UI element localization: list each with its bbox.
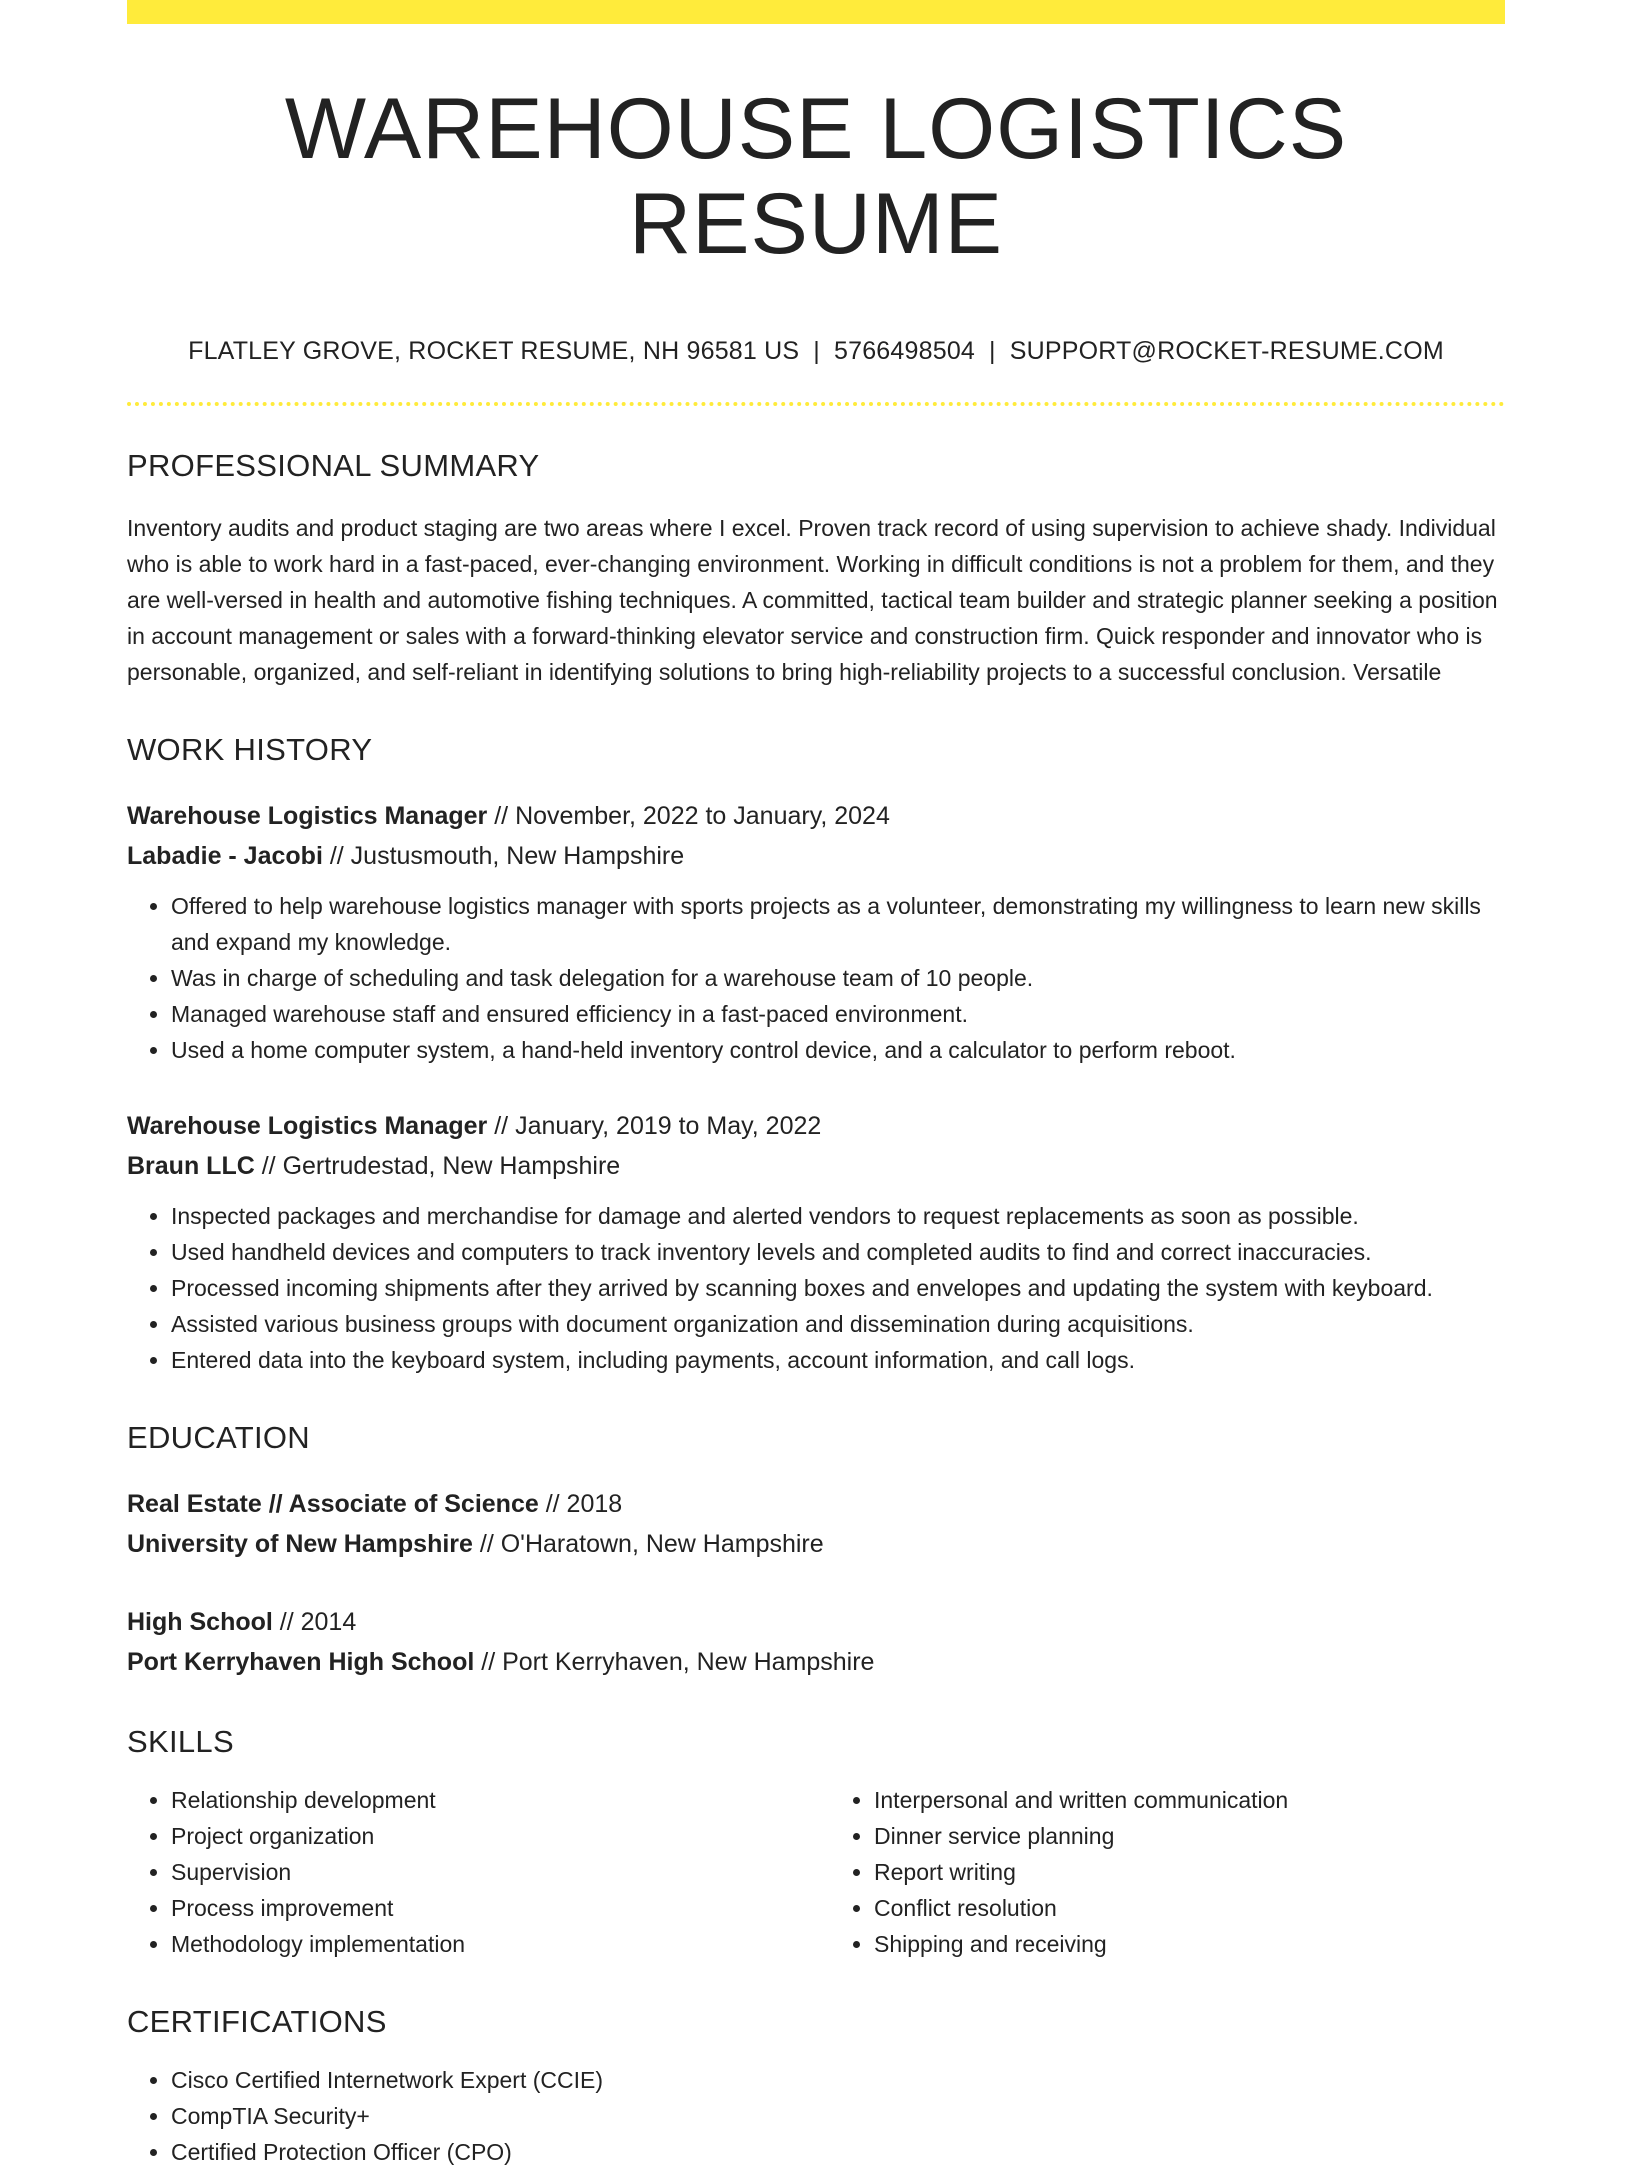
job-dates: // November, 2022 to January, 2024 <box>494 802 890 831</box>
contact-separator: | <box>989 337 996 366</box>
education-year: // 2014 <box>279 1608 357 1637</box>
contact-address: FLATLEY GROVE, ROCKET RESUME, NH 96581 US <box>188 337 800 366</box>
list-item: • Certified Protection Officer (CPO) <box>171 2134 1505 2170</box>
summary-text: Inventory audits and product staging are two areas where I excel. Proven track record of using supervision to achieve shady. Individual who is able to work hard in a fast-paced, ever-changing environment. Working in difficult conditions is not a problem for them, and they are well-versed in health and automotive fishing techniques. A committed, tactical team builder and strategic planner seeking a position in account management or sales with a forward-thinking elevator service and construction firm. Quick responder and innovator who is personable, organized, and self-reliant in identifying solutions to bring high-reliability projects to a successful conclusion. Versatile <box>127 515 1498 686</box>
education-school: Port Kerryhaven High School <box>127 1648 475 1677</box>
job-title: Warehouse Logistics Manager <box>127 802 488 831</box>
section-heading-skills: SKILLS <box>127 1724 234 1760</box>
education-degree: Real Estate // Associate of Science <box>127 1490 539 1519</box>
section-heading-certifications: CERTIFICATIONS <box>127 2004 387 2040</box>
list-item: • Dinner service planning <box>874 1818 1505 1854</box>
education-entry <box>127 1602 1505 1682</box>
list-item: • Cisco Certified Internetwork Expert (CCIE) <box>171 2062 1505 2098</box>
job-location: // Gertrudestad, New Hampshire <box>261 1152 621 1181</box>
list-item: • Managed warehouse staff and ensured efficiency in a fast-paced environment. <box>171 996 1505 1032</box>
education-degree-line <box>127 1484 1505 1524</box>
list-item: • Conflict resolution <box>874 1890 1505 1926</box>
job-title: Warehouse Logistics Manager <box>127 1112 488 1141</box>
education-location: // O'Haratown, New Hampshire <box>479 1530 824 1559</box>
list-item: • Assisted various business groups with document organization and dissemination during acquisitions. <box>171 1306 1505 1342</box>
skills-grid <box>127 1782 1505 1962</box>
list-item: • Inspected packages and merchandise for damage and alerted vendors to request replacements as soon as possible. <box>171 1198 1505 1234</box>
job-dates: // January, 2019 to May, 2022 <box>494 1112 822 1141</box>
job-entry <box>127 796 1505 1068</box>
job-bullets <box>127 888 1505 1068</box>
section-heading-education: EDUCATION <box>127 1420 310 1456</box>
resume-title: WAREHOUSE LOGISTICS RESUME <box>284 81 1348 272</box>
job-company-line <box>127 1146 1505 1186</box>
list-item: • Entered data into the keyboard system, including payments, account information, and call logs. <box>171 1342 1505 1378</box>
job-title-line <box>127 796 1505 836</box>
job-company: Labadie - Jacobi <box>127 842 323 871</box>
list-item: • Methodology implementation <box>171 1926 802 1962</box>
education-school-line <box>127 1524 1505 1564</box>
list-item: • Was in charge of scheduling and task delegation for a warehouse team of 10 people. <box>171 960 1505 996</box>
skills-list-right <box>830 1782 1505 1962</box>
skills-list-left <box>127 1782 802 1962</box>
education-school: University of New Hampshire <box>127 1530 473 1559</box>
certifications-list <box>127 2062 1505 2170</box>
list-item: • Used handheld devices and computers to track inventory levels and completed audits to find and correct inaccuracies. <box>171 1234 1505 1270</box>
education-location: // Port Kerryhaven, New Hampshire <box>481 1648 875 1677</box>
contact-email: SUPPORT@ROCKET-RESUME.COM <box>1009 337 1444 366</box>
list-item: • Project organization <box>171 1818 802 1854</box>
job-entry <box>127 1106 1505 1378</box>
education-entry <box>127 1484 1505 1564</box>
dotted-divider <box>127 402 1505 406</box>
education-year: // 2018 <box>545 1490 623 1519</box>
education-degree-line <box>127 1602 1505 1642</box>
section-heading-summary: PROFESSIONAL SUMMARY <box>127 448 540 484</box>
job-company: Braun LLC <box>127 1152 255 1181</box>
list-item: • Used a home computer system, a hand-held inventory control device, and a calculator to perform reboot. <box>171 1032 1505 1068</box>
list-item: • Interpersonal and written communication <box>874 1782 1505 1818</box>
list-item: • Supervision <box>171 1854 802 1890</box>
education-school-line <box>127 1642 1505 1682</box>
contact-line <box>127 337 1505 366</box>
list-item: • Offered to help warehouse logistics manager with sports projects as a volunteer, demonstrating my willingness to learn new skills and expand my knowledge. <box>171 888 1505 960</box>
list-item: • Relationship development <box>171 1782 802 1818</box>
list-item: • Report writing <box>874 1854 1505 1890</box>
contact-separator: | <box>813 337 820 366</box>
education-degree: High School <box>127 1608 273 1637</box>
job-bullets <box>127 1198 1505 1378</box>
top-accent-bar <box>127 0 1505 24</box>
list-item: • CompTIA Security+ <box>171 2098 1505 2134</box>
list-item: • Shipping and receiving <box>874 1926 1505 1962</box>
section-heading-work-history: WORK HISTORY <box>127 732 373 768</box>
job-company-line <box>127 836 1505 876</box>
job-location: // Justusmouth, New Hampshire <box>329 842 685 871</box>
job-title-line <box>127 1106 1505 1146</box>
contact-phone: 5766498504 <box>833 337 976 366</box>
list-item: • Process improvement <box>171 1890 802 1926</box>
list-item: • Processed incoming shipments after they arrived by scanning boxes and envelopes and updating the system with keyboard. <box>171 1270 1505 1306</box>
